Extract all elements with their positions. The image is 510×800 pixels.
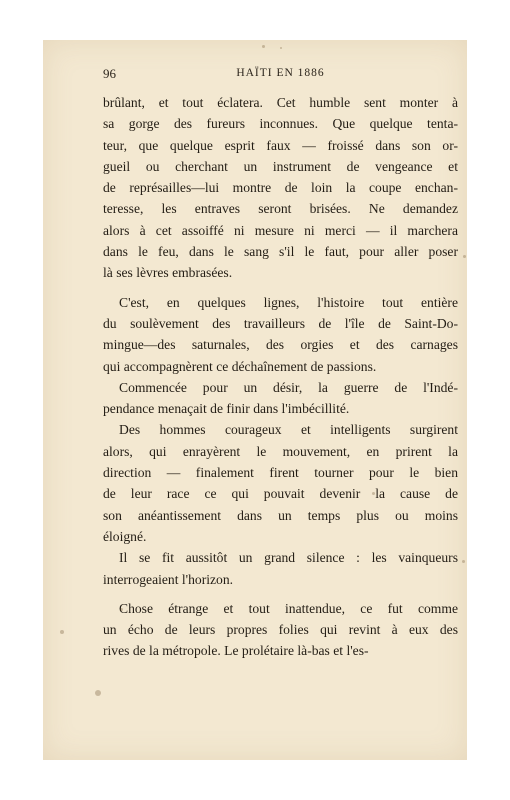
foxing-spot (372, 492, 375, 495)
text-line: dans le feu, dans le sang s'il le faut, pour aller poser (103, 244, 458, 260)
paragraph (103, 598, 458, 662)
text-line: éloigné. (103, 528, 147, 544)
text-line: direction — finalement firent tourner pour le bien (103, 465, 458, 481)
text-line: teur, que quelque esprit faux — froissé dans son or- (103, 137, 458, 153)
text-line: Des hommes courageux et intelligents surgirent (119, 422, 458, 438)
foxing-spot (262, 45, 265, 48)
text-line: brûlant, et tout éclatera. Cet humble sent monter à (103, 95, 458, 110)
text-line: là ses lèvres embrasées. (103, 265, 233, 281)
text-line: son anéantissement dans un temps plus ou moins (103, 507, 458, 523)
text-line: rives de la métropole. Le prolétaire là-bas et l'es- (103, 643, 369, 659)
text-line: pendance menaçait de finir dans l'imbécillité. (103, 401, 350, 417)
paragraph (103, 419, 458, 547)
page-header (103, 66, 458, 82)
paragraph (103, 547, 458, 590)
foxing-spot (60, 630, 64, 634)
text-line: qui accompagnèrent ce déchaînement de passions. (103, 358, 377, 374)
foxing-spot (280, 47, 282, 49)
running-title: HAÏTI EN 1886 (236, 67, 325, 79)
text-line: un écho de leurs propres folies qui revint à eux des (103, 622, 458, 638)
foxing-spot (120, 608, 123, 611)
paragraph (103, 92, 458, 284)
foxing-spot (95, 690, 101, 696)
text-line: Il se fit aussitôt un grand silence : les vainqueurs (119, 550, 458, 566)
text-line: Commencée pour un désir, la guerre de l'Indé- (119, 379, 458, 395)
text-line: alors, qui enrayèrent le mouvement, en prirent la (103, 443, 458, 459)
text-line: interrogeaient l'horizon. (103, 571, 234, 587)
text-line: gueil ou cherchant un instrument de vengeance et (103, 158, 458, 174)
text-line: teresse, les entraves seront brisées. Ne demandez (103, 201, 458, 217)
text-line: sa gorge des fureurs inconnues. Que quelque tenta- (103, 116, 458, 132)
text-line: Chose étrange et tout inattendue, ce fut comme (119, 600, 458, 616)
text-line: C'est, en quelques lignes, l'histoire tout entière (119, 294, 458, 310)
body-text (103, 92, 458, 662)
text-line: mingue—des saturnales, des orgies et des carnages (103, 337, 458, 353)
text-line: du soulèvement des travailleurs de l'île de Saint-Do- (103, 315, 458, 331)
paragraph (103, 377, 458, 420)
foxing-spot (462, 560, 465, 563)
paragraph (103, 292, 458, 377)
text-line: alors à cet assoiffé ni mesure ni merci — il marchera (103, 222, 458, 238)
page-number: 96 (103, 66, 116, 81)
text-line: de leur race ce qui pouvait devenir la cause de (103, 486, 458, 502)
text-line: de représailles—lui montre de loin la coupe enchan- (103, 180, 458, 196)
foxing-spot (463, 255, 466, 258)
